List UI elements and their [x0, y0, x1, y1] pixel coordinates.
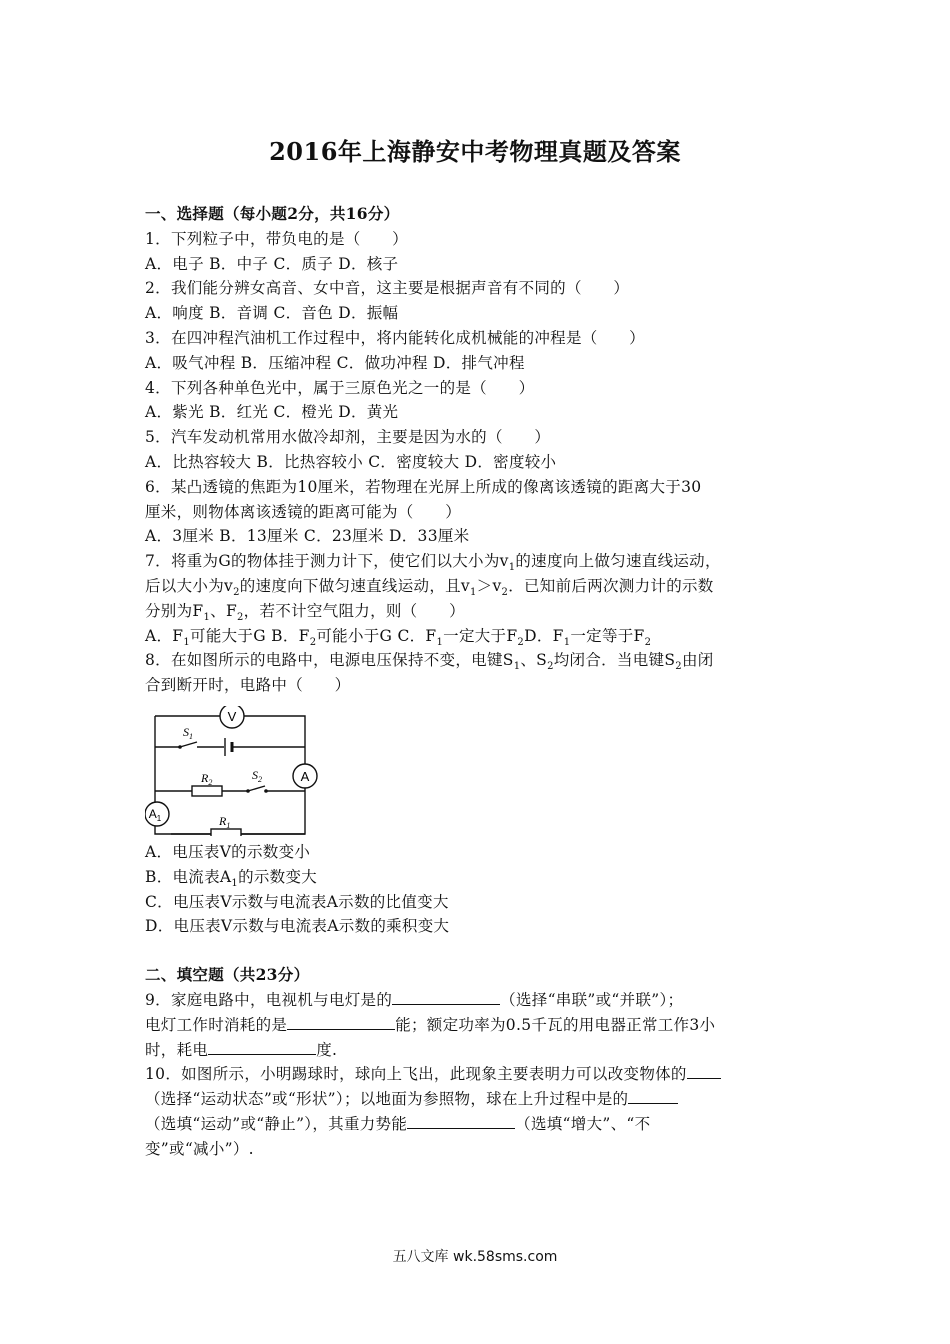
answer-blank: [407, 1112, 515, 1129]
footer-source: 五八文库 wk.58sms.com: [392, 1249, 558, 1265]
resistor-r1: [211, 829, 241, 836]
switch-s1-label: $S_1$: [183, 724, 193, 741]
question-7-line-2: 后以大小为$v_2$的速度向下做匀速直线运动，且$v_1>v_2$．已知前后两次测力计的示数: [145, 576, 714, 599]
resistor-r2: [192, 786, 222, 796]
wire-left-lower: [155, 826, 211, 834]
question-2-options: A．响度 B．音调 C．音色 D．振幅: [145, 304, 399, 323]
section-gap: [145, 939, 815, 963]
question-8-line-2: 合到断开时，电路中（ ）: [145, 676, 351, 695]
question-4-options: A．紫光 B．红光 C．橙光 D．黄光: [145, 403, 399, 422]
question-10-line-2: （选择“运动状态”或“形状”）；以地面为参照物，球在上升过程中是的: [145, 1087, 815, 1112]
question-4: 4．下列各种单色光中，属于三原色光之一的是（ ）: [145, 378, 535, 397]
section-heading-fill: 二、填空题（共23分）: [145, 965, 310, 985]
page-title: 2016年上海静安中考物理真题及答案: [269, 137, 681, 166]
question-8-option-d: D．电压表V示数与电流表A示数的乘积变大: [145, 917, 450, 936]
question-9-line-2: 电灯工作时消耗的是 能；额定功率为0.5千瓦的用电器正常工作3小: [145, 1013, 815, 1038]
ammeter-a-label: A: [300, 768, 310, 784]
question-9-line-1: 9．家庭电路中，电视机与电灯是的 （选择“串联”或“并联”）；: [145, 988, 815, 1013]
question-5-options: A．比热容较大 B．比热容较小 C．密度较大 D．密度较小: [145, 452, 557, 471]
answer-blank: [628, 1087, 678, 1104]
ammeter-a1-label: $A_1$: [148, 806, 162, 823]
switch-s1-blade: [180, 742, 197, 747]
question-6-options: A．3厘米 B．13厘米 C．23厘米 D．33厘米: [145, 527, 470, 546]
resistor-r1-label: $R_1$: [219, 813, 231, 830]
question-8-line-1: 8．在如图所示的电路中，电源电压保持不变，电键$S_1$、$S_2$均闭合．当电键$S_2$由闭: [145, 651, 714, 673]
question-1: 1．下列粒子中，带负电的是（ ）: [145, 229, 408, 248]
answer-blank: [392, 988, 500, 1005]
switch-s2-pivot-right: [264, 789, 268, 793]
document-body: [145, 202, 815, 1162]
switch-s2-label: $S_2$: [252, 767, 262, 784]
question-5: 5．汽车发动机常用水做冷却剂，主要是因为水的（ ）: [145, 428, 551, 447]
question-10-line-1: 10．如图所示，小明踢球时，球向上飞出，此现象主要表明力可以改变物体的: [145, 1062, 815, 1087]
question-6-line-2: 厘米，则物体离该透镜的距离可能为（ ）: [145, 502, 462, 521]
switch-s2-blade: [248, 786, 265, 791]
question-7-line-3: 分别为$F_1$、$F_2$，若不计空气阻力，则（ ）: [145, 601, 465, 623]
question-10-line-3: （选填“运动”或“静止”），其重力势能 （选填“增大”、“不: [145, 1112, 815, 1137]
answer-blank: [287, 1013, 395, 1030]
question-2: 2．我们能分辨女高音、女中音，这主要是根据声音有不同的（ ）: [145, 279, 630, 298]
question-8-option-c: C．电压表V示数与电流表A示数的比值变大: [145, 892, 449, 911]
answer-blank: [687, 1062, 721, 1079]
question-6-line-1: 6．某凸透镜的焦距为10厘米，若物理在光屏上所成的像离该透镜的距离大于30: [145, 477, 702, 496]
voltmeter-label: V: [227, 708, 237, 724]
question-10-line-4: 变”或“减小”）.: [145, 1139, 254, 1158]
resistor-r2-label: $R_2$: [201, 770, 213, 787]
question-7-options: A．$F_1$可能大于G B．$F_2$可能小于G C．$F_1$一定大于$F_2D$．$F_1$一定等于$F_2$: [145, 626, 652, 648]
wire-right-bottom: [171, 788, 305, 834]
question-8-option-b: B．电流表$A_1$的示数变大: [145, 867, 318, 889]
question-3-options: A．吸气冲程 B．压缩冲程 C．做功冲程 D．排气冲程: [145, 353, 525, 372]
answer-blank: [208, 1038, 316, 1055]
section-heading-choice: 一、选择题（每小题2分，共16分）: [145, 204, 400, 223]
circuit-diagram: [145, 706, 320, 836]
question-1-options: A．电子 B．中子 C．质子 D．核子: [145, 254, 399, 273]
question-8-option-a: A．电压表V的示数变小: [145, 842, 311, 861]
question-9-line-3: 时，耗电 度.: [145, 1038, 815, 1063]
question-3: 3．在四冲程汽油机工作过程中，将内能转化成机械能的冲程是（ ）: [145, 328, 645, 347]
question-7-line-1: 7．将重为G的物体挂于测力计下，使它们以大小为$v_1$的速度向上做匀速直线运动，: [145, 552, 721, 574]
